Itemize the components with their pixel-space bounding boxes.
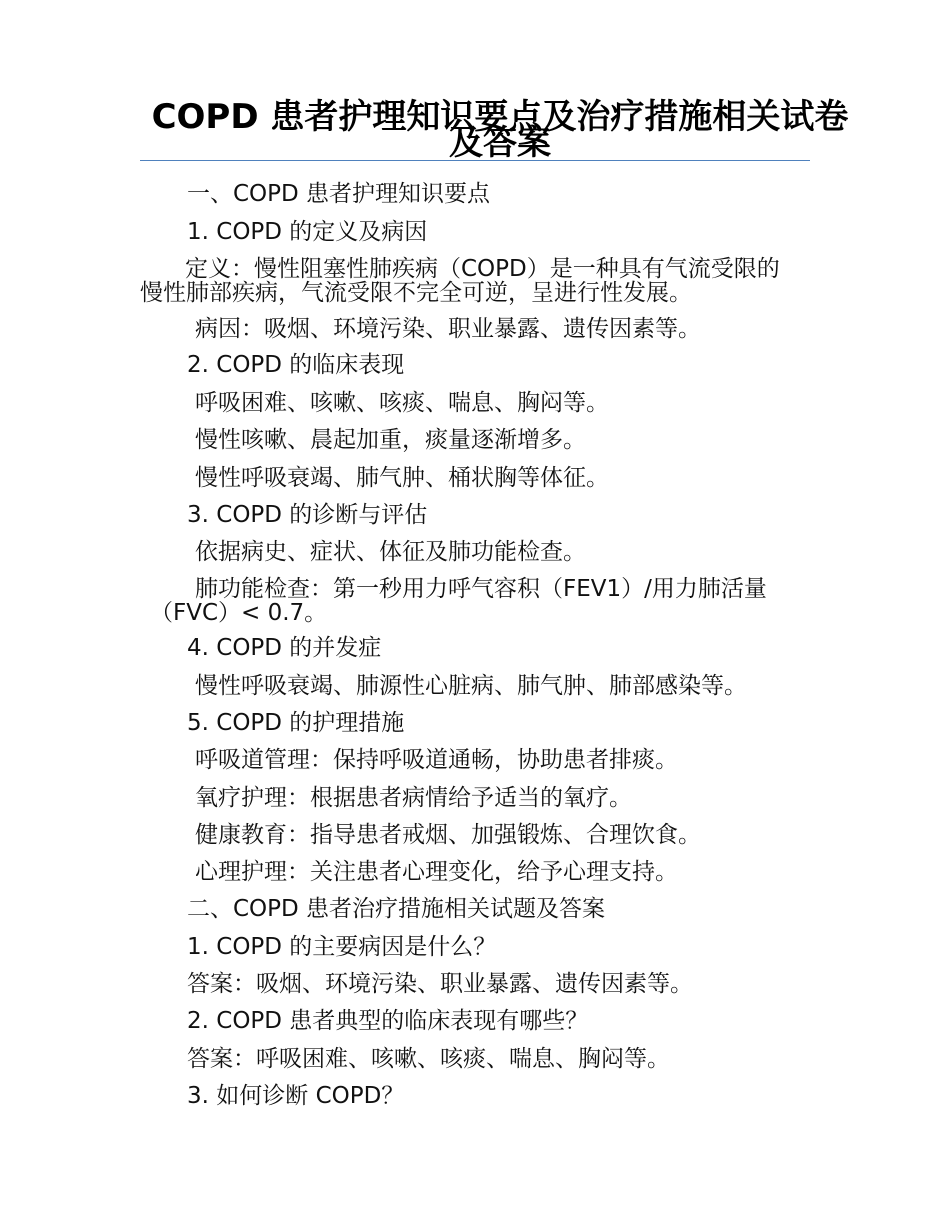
question-3: 3. 如何诊断 COPD？ <box>187 1083 405 1109</box>
list-item: 心理护理：关注患者心理变化，给予心理支持。 <box>195 859 678 885</box>
question-1: 1. COPD 的主要病因是什么？ <box>187 934 497 960</box>
subsection-2-heading: 2. COPD 的临床表现 <box>187 352 405 378</box>
title-underline <box>140 160 810 161</box>
subsection-1-heading: 1. COPD 的定义及病因 <box>187 219 428 245</box>
lung-function-paragraph: 肺功能检查：第一秒用力呼气容积（FEV1）/用力肺活量（FVC）< 0.7。 <box>150 576 767 626</box>
list-item: 健康教育：指导患者戒烟、加强锻炼、合理饮食。 <box>195 822 701 848</box>
document-title: COPD 患者护理知识要点及治疗措施相关试卷及答案 <box>151 97 849 163</box>
question-2: 2. COPD 患者典型的临床表现有哪些？ <box>187 1008 589 1034</box>
list-item: 呼吸道管理：保持呼吸道通畅，协助患者排痰。 <box>195 747 678 773</box>
subsection-3-heading: 3. COPD 的诊断与评估 <box>187 502 428 528</box>
answer-1: 答案：吸烟、环境污染、职业暴露、遗传因素等。 <box>187 971 693 997</box>
list-item: 慢性咳嗽、晨起加重，痰量逐渐增多。 <box>195 427 586 453</box>
list-item: 氧疗护理：根据患者病情给予适当的氧疗。 <box>195 785 632 811</box>
subsection-5-heading: 5. COPD 的护理措施 <box>187 710 405 736</box>
section-1-heading: 一、COPD 患者护理知识要点 <box>187 181 491 207</box>
answer-2: 答案：呼吸困难、咳嗽、咳痰、喘息、胸闷等。 <box>187 1046 670 1072</box>
list-item: 慢性呼吸衰竭、肺气肿、桶状胸等体征。 <box>195 465 609 491</box>
section-2-heading: 二、COPD 患者治疗措施相关试题及答案 <box>187 896 606 922</box>
subsection-4-heading: 4. COPD 的并发症 <box>187 635 382 661</box>
diagnosis-basis-line: 依据病史、症状、体征及肺功能检查。 <box>195 539 586 565</box>
definition-paragraph: 定义：慢性阻塞性肺疾病（COPD）是一种具有气流受限的慢性肺部疾病，气流受限不完全可逆，呈进行性发展。 <box>140 256 780 306</box>
cause-line: 病因：吸烟、环境污染、职业暴露、遗传因素等。 <box>195 316 701 342</box>
list-item: 呼吸困难、咳嗽、咳痰、喘息、胸闷等。 <box>195 390 609 416</box>
list-item: 慢性呼吸衰竭、肺源性心脏病、肺气肿、肺部感染等。 <box>195 673 747 699</box>
